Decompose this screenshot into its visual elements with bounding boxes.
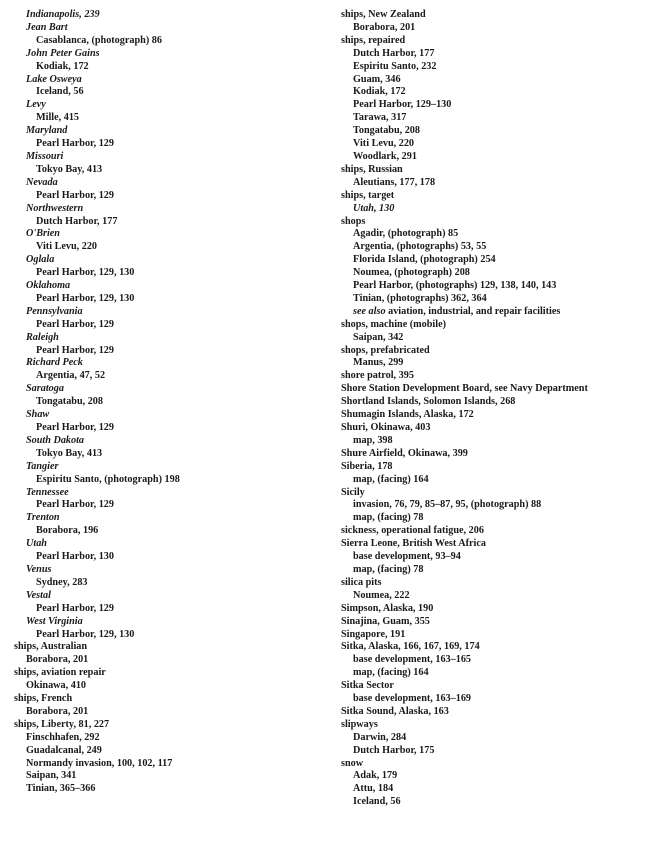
index-entry: Aleutians, 177, 178 [353,176,436,188]
index-entry: Saipan, 342 [353,331,404,343]
index-entry: ships, Liberty, 81, 227 [14,718,110,730]
index-entry: Pearl Harbor, 129, 130 [36,292,135,304]
index-entry: ships, Russian [341,163,403,175]
index-entry: map, (facing) 78 [353,512,424,524]
index-entry: Adak, 179 [353,770,398,782]
index-entry: Lake Osweya [26,73,82,85]
index-entry: Woodlark, 291 [353,150,417,162]
index-entry: Borabora, 201 [353,21,416,33]
index-entry: Sitka Sector [341,680,394,692]
index-entry: slipways [341,718,378,730]
index-entry: base development, 93–94 [353,551,461,563]
index-entry: Argentia, (photographs) 53, 55 [353,241,487,253]
index-entry: Jean Bart [26,21,68,33]
index-entry: Tennessee [26,486,69,498]
index-entry: Pearl Harbor, 129 [36,189,114,201]
index-entry: Pearl Harbor, 130 [36,551,114,563]
index-entry: Pearl Harbor, 129 [36,422,114,433]
index-column-left [14,9,324,796]
index-entry: Tarawa, 317 [353,112,407,124]
index-entry: Pearl Harbor, 129 [36,499,114,511]
index-entry: Casablanca, (photograph) 86 [36,34,162,46]
index-entry: Vestal [26,589,51,601]
index-entry: Tinian, 365–366 [26,783,96,795]
index-entry: sickness, operational fatigue, 206 [341,525,484,537]
index-entry: silica pits [341,576,382,588]
index-entry: Pearl Harbor, (photographs) 129, 138, 140, 143 [353,280,557,292]
cross-reference-target: aviation, industrial, and repair facilities [385,305,561,317]
index-entry [341,306,641,319]
index-entry: Shuri, Okinawa, 403 [341,422,431,433]
index-entry: South Dakota [26,434,85,446]
index-entry: snow [341,757,364,769]
index-entry: Pearl Harbor, 129 [36,318,114,330]
index-entry: Shortland Islands, Solomon Islands, 268 [341,396,516,408]
index-entry: Simpson, Alaska, 190 [341,602,434,614]
index-entry: Pearl Harbor, 129, 130 [36,628,135,640]
index-entry: Utah [26,538,47,550]
index-entry: Siberia, 178 [341,460,393,472]
index-entry: Kodiak, 172 [36,60,89,72]
index-entry: ships, New Zealand [341,9,426,20]
index-entry: Shaw [26,409,50,421]
cross-reference-prefix: see also [353,305,386,317]
index-entry: Pearl Harbor, 129, 130 [36,267,135,279]
index-entry: Tongatabu, 208 [353,125,420,137]
index-entry: Maryland [26,125,68,137]
index-column-right [341,9,641,809]
index-entry: shops, machine (mobile) [341,318,446,330]
index-entry: Tinian, (photographs) 362, 364 [353,292,487,304]
index-entry: Viti Levu, 220 [36,241,98,253]
index-entry: Pearl Harbor, 129 [36,138,114,150]
index-entry: base development, 163–165 [353,654,472,666]
index-entry: Borabora, 196 [36,525,99,537]
index-entry: Pearl Harbor, 129 [36,602,114,614]
index-entry: Sydney, 283 [36,576,88,588]
index-entry: Agadir, (photograph) 85 [353,228,459,240]
index-entry: map, (facing) 78 [353,563,424,575]
index-entry: map, 398 [353,434,393,446]
index-entry: shore patrol, 395 [341,370,414,382]
index-entry: ships, target [341,189,395,201]
index-entry: Dutch Harbor, 177 [36,215,118,227]
index-entry: Noumea, (photograph) 208 [353,267,470,279]
index-entry: Darwin, 284 [353,731,407,743]
index-entry: Manus, 299 [353,357,404,369]
index-entry: Nevada [26,176,58,188]
index-entry: Missouri [26,150,64,162]
index-entry: Oglala [26,254,55,266]
index-entry: Finschhafen, 292 [26,731,100,743]
index-entry: Guadalcanal, 249 [26,744,102,756]
index-entry: Sitka, Alaska, 166, 167, 169, 174 [341,641,480,653]
index-entry: Saratoga [26,383,64,395]
index-entry: ships, French [14,693,73,705]
index-entry: John Peter Gains [26,47,100,59]
index-entry: Dutch Harbor, 177 [353,47,435,59]
index-entry: ships, aviation repair [14,667,106,679]
index-entry: Iceland, 56 [36,86,84,98]
index-entry: Northwestern [26,202,84,214]
index-entry: Viti Levu, 220 [353,138,415,150]
index-entry: map, (facing) 164 [353,473,429,485]
index-entry: Tokyo Bay, 413 [36,163,103,175]
index-entry: Normandy invasion, 100, 102, 117 [26,757,173,769]
index-entry: Levy [26,99,46,111]
index-entry: Florida Island, (photograph) 254 [353,254,496,266]
index-entry: Sitka Sound, Alaska, 163 [341,705,449,717]
index-entry: Oklahoma [26,280,71,292]
index-entry: Indianapolis, 239 [26,9,100,20]
index-entry: Borabora, 201 [26,705,89,717]
index-entry: Okinawa, 410 [26,680,87,692]
index-entry: Sierra Leone, British West Africa [341,538,486,550]
index-entry: Tokyo Bay, 413 [36,447,103,459]
index-entry: invasion, 76, 79, 85–87, 95, (photograph) 88 [353,499,542,511]
index-entry: Tangier [26,460,59,472]
index-entry: Kodiak, 172 [353,86,406,98]
index-entry: Tongatabu, 208 [36,396,103,408]
index-entry: Saipan, 341 [26,770,77,782]
index-entry: Guam, 346 [353,73,401,85]
index-entry: ships, repaired [341,34,406,46]
index-entry: Argentia, 47, 52 [36,370,106,382]
index-entry: map, (facing) 164 [353,667,429,679]
index-entry: Espiritu Santo, 232 [353,60,437,72]
index-entry: Sinajina, Guam, 355 [341,615,430,627]
index-entry: Raleigh [26,331,59,343]
index-entry: Espiritu Santo, (photograph) 198 [36,473,180,485]
index-entry: Shumagin Islands, Alaska, 172 [341,409,474,421]
index-entry: West Virginia [26,615,83,627]
index-entry: Noumea, 222 [353,589,410,601]
index-entry: Borabora, 201 [26,654,89,666]
index-entry: shops, prefabricated [341,344,430,356]
index-entry: Dutch Harbor, 175 [353,744,435,756]
index-entry: Iceland, 56 [353,796,401,808]
index-entry: Trenton [26,512,60,524]
index-entry: base development, 163–169 [353,693,472,705]
index-entry: Sicily [341,486,365,498]
index-entry: Pearl Harbor, 129 [36,344,114,356]
index-entry: Shure Airfield, Okinawa, 399 [341,447,468,459]
index-entry: Shore Station Development Board, see Navy Department [341,383,588,395]
index-entry: O'Brien [26,228,60,240]
index-entry: Singapore, 191 [341,628,406,640]
index-entry: Pearl Harbor, 129–130 [353,99,452,111]
index-entry: Attu, 184 [353,783,394,795]
index-entry: Utah, 130 [353,202,395,214]
index-entry: shops [341,215,366,227]
index-entry: Venus [26,563,52,575]
index-entry: Richard Peck [26,357,83,369]
index-entry: Mille, 415 [36,112,80,124]
index-entry: ships, Australian [14,641,88,653]
index-entry: Pennsylvania [26,305,83,317]
